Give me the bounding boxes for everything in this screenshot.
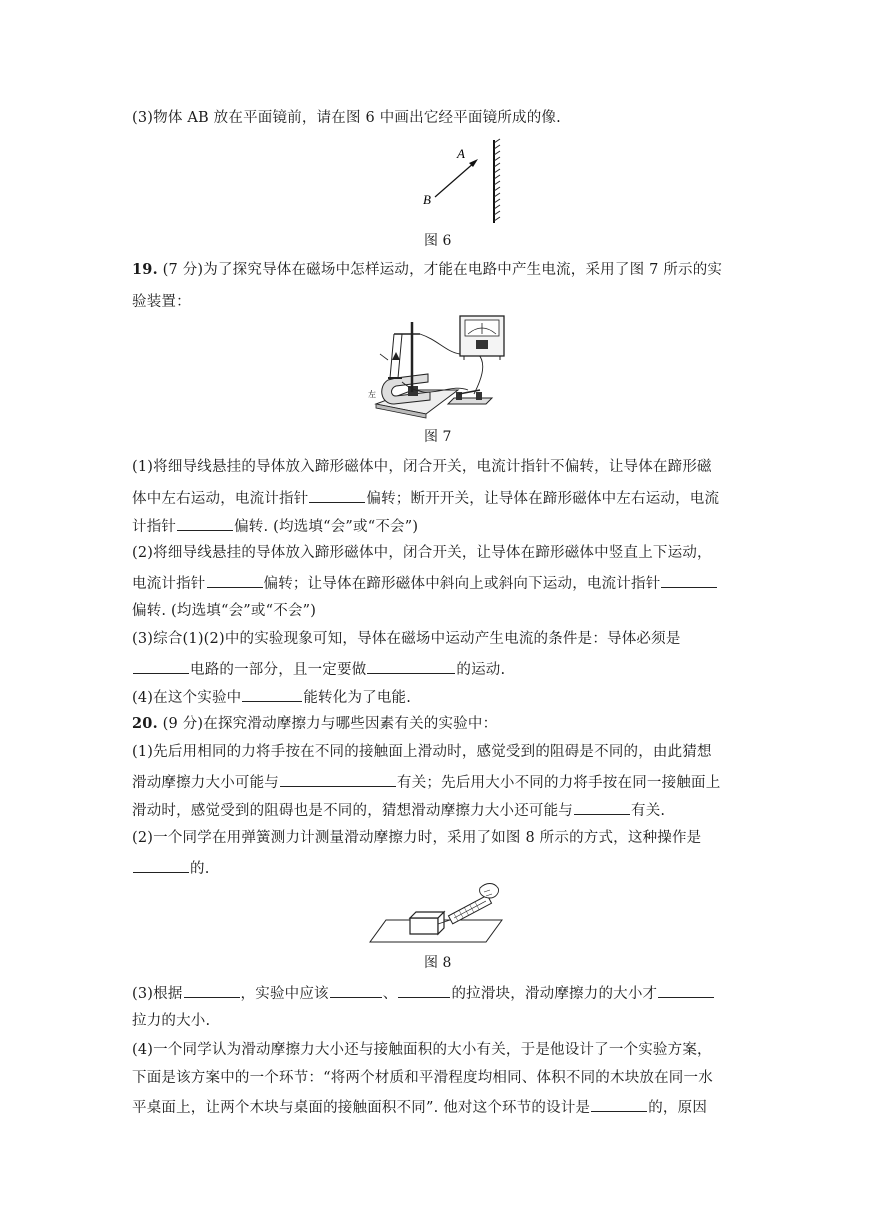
text: 有关；先后用大小不同的力将手按在同一接触面上 — [397, 775, 721, 791]
text: 计指针 — [132, 519, 177, 535]
answer-blank[interactable] — [367, 659, 455, 674]
figure-6-caption: 图 6 — [424, 233, 452, 249]
q20-s2-l2 — [132, 858, 210, 879]
q19-s1-l1: (1)将细导线悬挂的导体放入蹄形磁体中，闭合开关，电流计指针不偏转，让导体在蹄形磁 — [132, 459, 712, 475]
answer-blank[interactable] — [177, 516, 233, 531]
q19-intro-text: (7 分)为了探究导体在磁场中怎样运动，才能在电路中产生电流，采用了图 7 所示的实 — [157, 262, 723, 278]
q20-s1-l2 — [132, 772, 720, 793]
q20-s4-l1: (4)一个同学认为滑动摩擦力大小还与接触面积的大小有关，于是他设计了一个实验方案， — [132, 1042, 712, 1058]
text: 电路的一部分，且一定要做 — [190, 662, 367, 678]
q20-s1-l1: (1)先后用相同的力将手按在不同的接触面上滑动时，感觉受到的阻碍是不同的，由此猜想 — [132, 744, 712, 760]
q19-s2-l2 — [132, 573, 718, 594]
q19-s2-l3: 偏转. (均选填“会”或“不会”) — [132, 603, 317, 619]
answer-blank[interactable] — [330, 983, 382, 998]
label-left: 左 — [368, 390, 376, 399]
text: (3)根据 — [132, 986, 183, 1002]
q19-s4 — [132, 687, 411, 708]
label-a: A — [457, 146, 465, 161]
text: (4)在这个实验中 — [132, 690, 242, 706]
text: 滑动摩擦力大小可能与 — [132, 775, 279, 791]
answer-blank[interactable] — [658, 983, 714, 998]
q18-sub3-text: (3)物体 AB 放在平面镜前，请在图 6 中画出它经平面镜所成的像. — [132, 110, 561, 126]
figure-6 — [420, 135, 510, 230]
text: 的运动. — [456, 662, 506, 678]
q20-s3-l2: 拉力的大小. — [132, 1013, 211, 1029]
text: 平桌面上，让两个木块与桌面的接触面积不同”. 他对这个环节的设计是 — [132, 1100, 591, 1116]
wire-top — [420, 334, 460, 354]
text: ，实验中应该 — [240, 986, 329, 1002]
figure-7 — [368, 312, 508, 424]
answer-blank[interactable] — [207, 573, 263, 588]
q19-s3-l2 — [132, 659, 505, 680]
answer-blank[interactable] — [133, 659, 189, 674]
answer-blank[interactable] — [133, 858, 189, 873]
figure-8-caption: 图 8 — [424, 955, 452, 971]
q19-s1-l3 — [132, 516, 418, 537]
text: 的. — [190, 861, 210, 877]
text: 的拉滑块，滑动摩擦力的大小才 — [451, 986, 658, 1002]
answer-blank[interactable] — [280, 772, 396, 787]
hand-icon — [480, 884, 499, 899]
text: 的，原因 — [648, 1100, 708, 1116]
q20-number: 20. — [132, 715, 158, 732]
text: 偏转；断开开关，让导体在蹄形磁体中左右运动，电流 — [366, 491, 720, 507]
q19-s1-l2 — [132, 488, 719, 509]
q19-number: 19. — [132, 261, 158, 278]
wooden-block — [410, 918, 438, 934]
q20-s1-l3 — [132, 800, 665, 821]
q19-intro — [132, 260, 722, 280]
figure-8 — [368, 880, 508, 948]
text: 滑动时，感觉受到的阻碍也是不同的，猜想滑动摩擦力大小还可能与 — [132, 803, 573, 819]
q20-s4-l3 — [132, 1097, 707, 1118]
label-b: B — [423, 192, 431, 207]
text: 有关. — [631, 803, 666, 819]
figure-7-caption: 图 7 — [424, 429, 452, 445]
q20-s2-l1: (2)一个同学在用弹簧测力计测量滑动摩擦力时，采用了如图 8 所示的方式，这种操作是 — [132, 830, 702, 846]
q20-intro-text: (9 分)在探究滑动摩擦力与哪些因素有关的实验中： — [157, 716, 498, 732]
answer-blank[interactable] — [661, 573, 717, 588]
q20-intro — [132, 714, 497, 734]
q19-s3-l1: (3)综合(1)(2)中的实验现象可知，导体在磁场中运动产生电流的条件是：导体必须是 — [132, 631, 681, 647]
q20-s4-l2: 下面是该方案中的一个环节：“将两个材质和平滑程度均相同、体积不同的木块放在同一水 — [132, 1070, 713, 1086]
text: 、 — [382, 986, 398, 1002]
q20-s3-l1 — [132, 983, 715, 1004]
answer-blank[interactable] — [184, 983, 240, 998]
answer-blank[interactable] — [574, 800, 630, 815]
answer-blank[interactable] — [591, 1097, 647, 1112]
text: 偏转. (均选填“会”或“不会”) — [234, 519, 419, 535]
answer-blank[interactable] — [398, 983, 450, 998]
text: 体中左右运动，电流计指针 — [132, 491, 309, 507]
text: 能转化为了电能. — [303, 690, 412, 706]
q19-intro-2: 验装置： — [132, 294, 191, 310]
text: 偏转；让导体在蹄形磁体中斜向上或斜向下运动，电流计指针 — [263, 576, 661, 592]
object-arrow-ab — [435, 162, 475, 197]
answer-blank[interactable] — [309, 488, 365, 503]
answer-blank[interactable] — [242, 687, 302, 702]
q18-sub3 — [132, 108, 561, 128]
text: 电流计指针 — [132, 576, 206, 592]
q19-s2-l1: (2)将细导线悬挂的导体放入蹄形磁体中，闭合开关，让导体在蹄形磁体中竖直上下运动， — [132, 545, 712, 561]
